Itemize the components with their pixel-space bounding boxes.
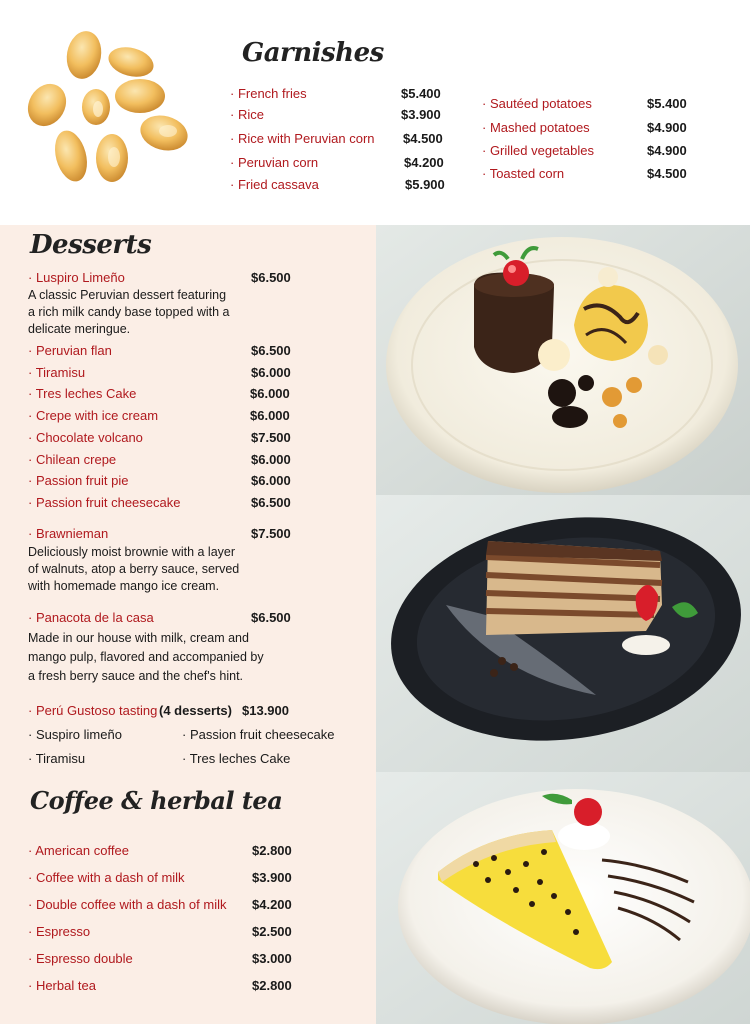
tasting-note: (4 desserts) [159,703,232,718]
garnish-price: $4.500 [403,131,443,146]
garnish-price: $4.500 [647,166,687,181]
coffee-item: · Espresso [28,924,91,939]
dessert-price: $6.000 [250,408,290,423]
garnish-price: $4.900 [647,120,687,135]
dessert-price: $6.500 [251,495,291,510]
garnish-item: · Rice [230,107,264,122]
dessert-item: · Chilean crepe [28,452,117,467]
dessert-price: $7.500 [251,526,291,541]
dessert-description: Made in our house with milk, cream and mango pulp, flavored and accompanied by a fresh berry sauce and the chef's hint. [28,631,264,683]
dessert-price: $6.000 [251,452,291,467]
tiramisu-photo [376,495,750,772]
garnish-item: · Fried cassava [230,177,319,192]
dessert-item: · Panacota de la casa [28,610,154,625]
coffee-price: $3.000 [252,951,292,966]
coffee-price: $4.200 [252,897,292,912]
coffee-price: $3.900 [252,870,292,885]
tasting-item: · Perú Gustoso tasting [28,703,158,718]
tasting-price: $13.900 [242,703,289,718]
tasting-subitem: · Passion fruit cheesecake [182,727,335,742]
dessert-price: $6.500 [251,343,291,358]
dessert-price: $7.500 [251,430,291,445]
dessert-item: · Crepe with ice cream [28,408,159,423]
dessert-item: · Chocolate volcano [28,430,143,445]
tasting-subitem: · Tres leches Cake [182,751,291,766]
dessert-price: $6.000 [251,473,291,488]
garnish-item: · Grilled vegetables [482,143,594,158]
garnish-item: · Mashed potatoes [482,120,590,135]
garnish-item: · Sautéed potatoes [482,96,592,111]
dessert-description: A classic Peruvian dessert featuring a rich milk candy base topped with a delicate meringue. [28,288,230,336]
coffee-item: · Coffee with a dash of milk [28,870,185,885]
passion-fruit-pie-photo [376,772,750,1024]
dessert-item: · Peruvian flan [28,343,112,358]
dessert-price: $6.500 [251,270,291,285]
garnish-price: $5.900 [405,177,445,192]
dessert-description: Deliciously moist brownie with a layer of walnuts, atop a berry sauce, served with homemade mango ice cream. [28,545,240,593]
coffee-price: $2.800 [252,843,292,858]
desserts-title: Desserts [30,230,152,260]
garnish-item: · Rice with Peruvian corn [230,131,375,146]
dessert-item: · Tres leches Cake [28,386,137,401]
dessert-price: $6.000 [250,386,290,401]
dessert-item: · Passion fruit cheesecake [28,495,181,510]
dessert-price: $6.500 [251,610,291,625]
peruvian-corn-image [18,25,198,195]
chocolate-volcano-photo [376,225,750,495]
coffee-item: · Herbal tea [28,978,96,993]
coffee-title: Coffee & herbal tea [30,786,283,815]
tasting-subitem: · Suspiro limeño [28,727,122,742]
dessert-item: · Tiramisu [28,365,86,380]
tasting-subitem: · Tiramisu [28,751,86,766]
garnish-item: · Peruvian corn [230,155,319,170]
garnish-item: · Toasted corn [482,166,565,181]
garnish-price: $3.900 [401,107,441,122]
dessert-item: · Passion fruit pie [28,473,129,488]
coffee-item: · Espresso double [28,951,133,966]
dessert-item: · Luspiro Limeño [28,270,125,285]
garnish-price: $4.900 [647,143,687,158]
coffee-price: $2.800 [252,978,292,993]
coffee-item: · Double coffee with a dash of milk [28,897,227,912]
garnish-price: $4.200 [404,155,444,170]
garnish-price: $5.400 [401,86,441,101]
dessert-item: · Brawnieman [28,526,109,541]
coffee-item: · American coffee [28,843,129,858]
garnishes-title: Garnishes [242,38,384,68]
coffee-price: $2.500 [252,924,292,939]
dessert-price: $6.000 [251,365,291,380]
garnish-price: $5.400 [647,96,687,111]
garnish-item: · French fries [230,86,307,101]
